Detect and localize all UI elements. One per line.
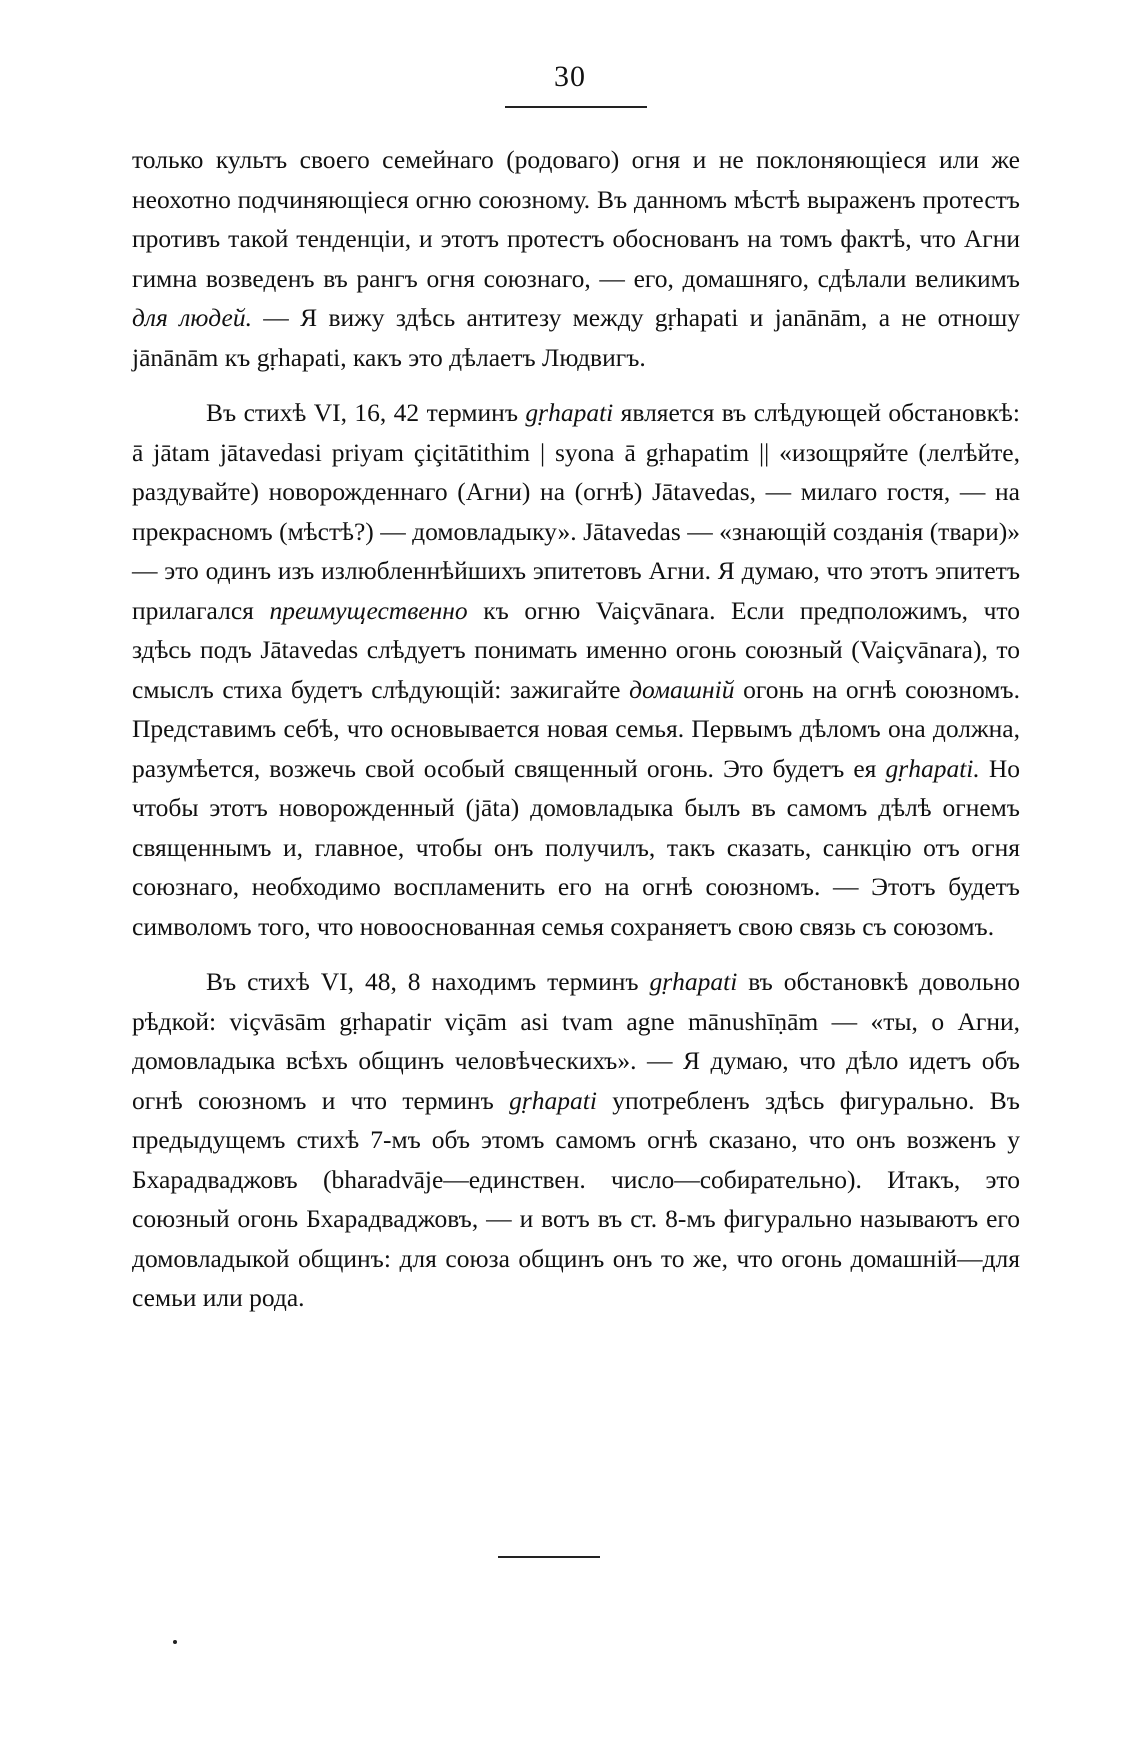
italic-run: для людей.: [132, 303, 252, 332]
body-text: [132, 140, 1020, 1318]
text-run: только культъ своего семейнаго (родоваго) огня и не поклоняющіеся или же неохотно подчиняющіеся огню союзному. Въ данномъ мѣстѣ выраженъ протестъ противъ такой тенденціи, и этотъ протестъ обоснованъ на томъ фактѣ, что Агни гимна возведенъ въ рангъ огня союзнаго, — его, домашняго, сдѣлали великимъ: [132, 145, 1020, 293]
paragraph-3: [132, 962, 1020, 1318]
text-run: Но чтобы этотъ новорожденный (jāta) домовладыка былъ въ самомъ дѣлѣ огнемъ священнымъ и, главное, чтобы онъ получилъ, такъ сказать, санкцію отъ огня союзнаго, необходимо воспламенить его на огнѣ союзномъ. — Этотъ будетъ символомъ того, что новооснованная семья сохраняетъ свою связь съ союзомъ.: [132, 753, 1021, 941]
bottom-rule: [498, 1556, 600, 1558]
text-run: огонь на огнѣ союзномъ. Представимъ себѣ, что основывается новая семья. Первымъ дѣломъ она должна, разумѣется, возжечь свой особый священный огонь. Это будетъ ея: [132, 674, 1020, 783]
paragraph-1: [132, 140, 1020, 377]
text-run: Въ стихѣ VI, 16, 42 терминъ: [206, 398, 526, 427]
page-number: 30: [554, 60, 586, 93]
italic-run: gṛhapati: [649, 967, 738, 996]
text-run: — Я вижу здѣсь антитезу между gṛhapati и janānām, а не отношу jānānām къ gṛhapati, какъ это дѣлаетъ Людвигъ.: [132, 303, 1020, 372]
italic-run: gṛhapati.: [885, 753, 980, 783]
italic-run: gṛhapati: [525, 398, 614, 427]
paragraph-2: [132, 393, 1020, 946]
text-run: является въ слѣдующей обстановкѣ: ā jātam jātavedasi priyam çiçitātithim | syona ā gṛhapatim || «изощряйте (лелѣйте, раздувайте) новорожденнаго (Агни) на (огнѣ) Jātavedas, — милаго гостя, — на прекрасномъ (мѣстѣ?) — домовладыку». Jātavedas — «знающій созданія (твари)» — это одинъ изъ излюбленнѣйшихъ эпитетовъ Агни. Я думаю, что этотъ эпитетъ прилагался: [132, 398, 1020, 625]
text-run: Въ стихѣ VI, 48, 8 находимъ терминъ: [206, 967, 650, 996]
text-run: употребленъ здѣсь фигурально. Въ предыдущемъ стихѣ 7-мъ объ этомъ самомъ огнѣ сказано, что онъ возженъ у Бхарадваджовъ (bharadvāje—единствен. число—собирательно). Итакъ, это союзный огонь Бхарадваджовъ, — и вотъ въ ст. 8-мъ фигурально называютъ его домовладыкой общинъ: для союза общинъ онъ то же, что огонь домашній—для семьи или рода.: [132, 1085, 1020, 1312]
top-rule: [505, 106, 647, 108]
print-speck: [173, 1640, 177, 1644]
text-run: въ обстановкѣ довольно рѣдкой: viçvāsām gṛhapatir viçām asi tvam agne mānushīṇām — «ты, о Агни, домовладыка всѣхъ общинъ человѣческихъ». — Я думаю, что дѣло идетъ объ огнѣ союзномъ и что терминъ: [132, 967, 1020, 1115]
italic-run: gṛhapati: [509, 1085, 597, 1115]
italic-run: преимущественно: [269, 595, 468, 625]
italic-run: домашній: [629, 674, 735, 704]
text-run: къ огню Vaiçvānara. Если предположимъ, что здѣсь подъ Jātavedas слѣдуетъ понимать именно огонь союзный (Vaiçvānara), то смыслъ стиха будетъ слѣдующій: зажигайте: [132, 595, 1020, 704]
